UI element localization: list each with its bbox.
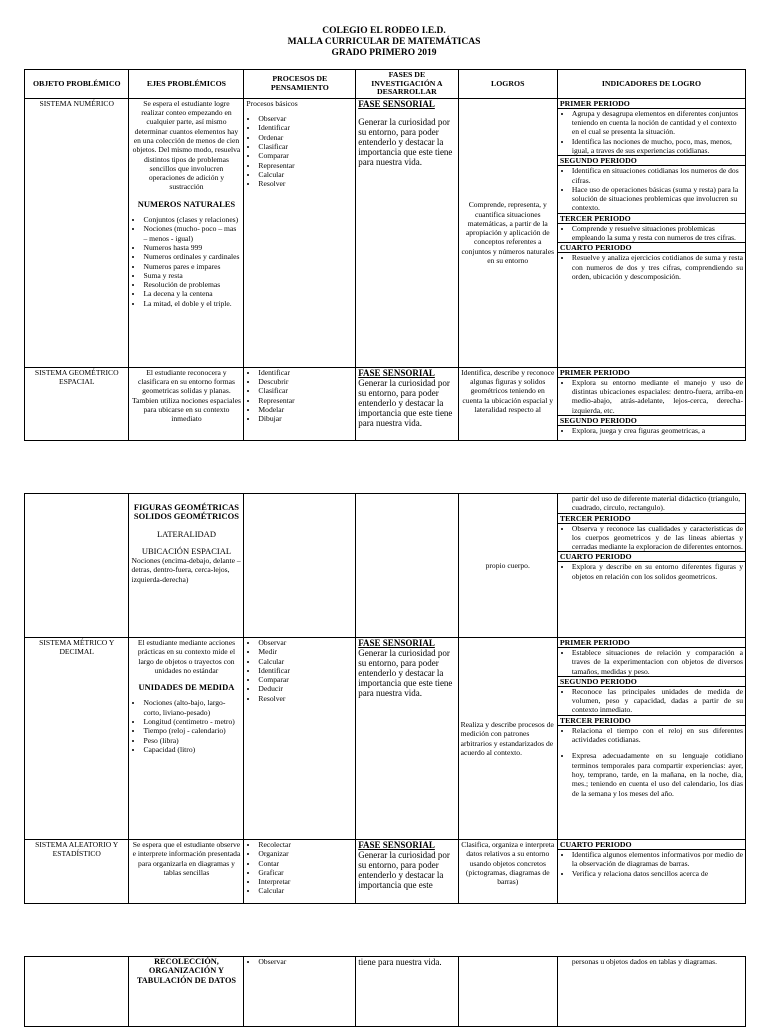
procesos-cell <box>244 98 356 367</box>
list-item: • Observar <box>258 957 353 966</box>
list-item: • Conjuntos (clases y relaciones) <box>143 215 241 224</box>
list-item: • Expresa adecuadamente en su lenguaje cotidiano terminos temporales para compartir experiencias: ayer, hoy, temprano, tarde, en la mañana, en la noche, dia, mes.; teniendo en cuenta el uso del calendario, los dias de la semana y los meses del año. <box>572 751 743 797</box>
list-item: • Identificar <box>258 123 353 132</box>
curriculum-table-part-3 <box>24 956 746 1027</box>
ubicacion-title: UBICACIÓN ESPACIAL <box>141 545 232 556</box>
table-row-geometrico <box>25 367 746 440</box>
list-item: • Longitud (centimetro - metro) <box>143 717 241 726</box>
procesos-cell <box>244 494 356 638</box>
period-title: PRIMER PERIODO <box>558 638 745 648</box>
indicadores-cell <box>557 494 745 638</box>
ejes-cell <box>129 638 244 840</box>
period-title: PRIMER PERIODO <box>558 368 745 378</box>
period-list <box>560 524 743 552</box>
objeto-cell <box>25 494 129 638</box>
list-item: • Numeros hasta 999 <box>143 243 241 252</box>
list-item: • Explora su entorno mediante el manejo y uso de distintas ubicaciones espaciales: dentro-fuera, arriba-en medio-abajo, atrás-adelante, lejos-cerca, derecha- izquierda, etc. <box>572 378 743 415</box>
fase-cell <box>356 494 458 638</box>
logro-cell: Comprende, representa, y cuantifica situaciones matemáticas, a partir de la apropiación y aplicación de conceptos referentes a conjuntos y números naturales en su entorno <box>458 98 557 367</box>
list-item: • Nociones (alto-bajo, largo-corto, liviano-pesado) <box>143 698 241 717</box>
eje-description: Se espera el estudiante logre realizar conteo empezando en cualquier parte, así mismo determinar cuantos elementos hay en una colección de menos de cien objetos. Del mismo modo, resuelva distintos tipos de problemas sencillos que involucren operaciones de adición y sustracción <box>132 98 241 192</box>
list-item: • Descubrir <box>258 377 353 386</box>
lateralidad-label: LATERALIDAD <box>156 528 216 539</box>
indicadores-cell <box>557 638 745 840</box>
list-item: • Interpretar <box>258 877 353 886</box>
list-item: • Calcular <box>258 886 353 895</box>
list-item: • Agrupa y desagrupa elementos en diferentes conjuntos teniendo en cuenta la noción de cantidad y el contexto en el cual se presenta la situación. <box>572 109 743 137</box>
fase-title: FASE SENSORIAL <box>358 638 435 648</box>
list-item: • Graficar <box>258 868 353 877</box>
list-item: • Clasificar <box>258 142 353 151</box>
list-item: • Calcular <box>258 170 353 179</box>
column-header: PROCESOS DE PENSAMIENTO <box>244 70 356 99</box>
list-item: • Resolución de problemas <box>143 280 241 289</box>
procesos-cell <box>244 840 356 904</box>
fase-text: Generar la curiosidad por su entorno, para poder entenderlo y destacar la importancia que este tiene para nuestra vida. <box>358 377 453 428</box>
fase-cell <box>356 638 458 840</box>
fase-text: Generar la curiosidad por su entorno, para poder entenderlo y destacar la importancia que este <box>358 850 450 890</box>
fase-text: Generar la curiosidad por su entorno, para poder entenderlo y destacar la importancia que este tiene para nuestra vida. <box>358 648 453 698</box>
list-item: • Numeros ordinales y cardinales <box>143 252 241 261</box>
period-title: SEGUNDO PERIODO <box>558 155 745 166</box>
fase-text: Generar la curiosidad por su entorno, para poder entenderlo y destacar la importancia que este tiene para nuestra vida. <box>358 116 453 167</box>
period-list <box>560 378 743 415</box>
indicadores-cell <box>557 840 745 904</box>
column-header: INDICADORES DE LOGRO <box>557 70 745 99</box>
list-item: • Explora, juega y crea figuras geometricas, a <box>572 426 743 435</box>
period-title: TERCER PERIODO <box>558 715 745 726</box>
period-list <box>560 109 743 155</box>
list-item: • Identificar <box>258 368 353 377</box>
ejes-cell <box>129 98 244 367</box>
procesos-cell <box>244 367 356 440</box>
eje-heading: NUMEROS NATURALES <box>137 198 236 209</box>
eje-list <box>131 698 241 754</box>
fase-title: FASE SENSORIAL <box>358 98 435 109</box>
grade-title: GRADO PRIMERO 2019 <box>331 48 437 58</box>
table-row-geometrico-continued <box>25 494 746 638</box>
column-header: OBJETO PROBLÉMICO <box>25 70 129 99</box>
period-list <box>560 850 743 878</box>
indicadores-cell: personas u objetos dados en tablas y diagramas. <box>557 957 745 1027</box>
fase-title: FASE SENSORIAL <box>358 840 435 850</box>
objeto-cell: SISTEMA MÉTRICO Y DECIMAL <box>25 638 129 840</box>
period-title: SEGUNDO PERIODO <box>558 415 745 426</box>
list-item: • Resolver <box>258 694 353 703</box>
fase-cell <box>356 840 458 904</box>
period-list <box>560 687 743 715</box>
column-header: EJES PROBLÉMICOS <box>129 70 244 99</box>
list-item: • Resuelve y analiza ejercicios cotidianos de suma y resta con numeros de dos y tres cifras, comprendiendo su orden, ubicación y descomposición. <box>572 253 743 281</box>
list-item: • Resolver <box>258 179 353 188</box>
curriculum-table-part-2 <box>24 493 746 904</box>
curriculum-title: MALLA CURRICULAR DE MATEMÁTICAS <box>287 37 481 47</box>
list-item: • Observa y reconoce las cualidades y caracteristicas de los cuerpos geometricos y de las lineas abiertas y cerradas mediante la exploracion de diferentes entornos. <box>572 524 743 552</box>
ejes-cell <box>129 494 244 638</box>
fase-cell <box>356 367 458 440</box>
list-item: • La mitad, el doble y el triple. <box>143 299 241 308</box>
list-item: • Capacidad (litro) <box>143 745 241 754</box>
list-item: • Dibujar <box>258 414 353 423</box>
logro-cell: propio cuerpo. <box>458 494 557 638</box>
period-title: SEGUNDO PERIODO <box>558 676 745 687</box>
list-item: • Comparar <box>258 151 353 160</box>
ubicacion-text: Nociones (encima-debajo, delante –detras, dentro-fuera, cerca-lejos, izquierda-derecha) <box>131 556 241 584</box>
procesos-list <box>246 957 353 966</box>
objeto-cell: SISTEMA GEOMÉTRICO ESPACIAL <box>25 367 129 440</box>
period-list <box>560 426 743 435</box>
objeto-cell <box>25 957 129 1027</box>
table-row-metrico <box>25 638 746 840</box>
period-title: TERCER PERIODO <box>558 513 745 524</box>
list-item: • Identifica las nociones de mucho, poco, mas, menos, igual, a traves de sus experiencias cotidianas. <box>572 137 743 156</box>
period-list <box>560 253 743 281</box>
ejes-cell: Se espera que el estudiante observe e interprete información presentada para organizarla en diagramas y tablas sencillas <box>129 840 244 904</box>
period-title: CUARTO PERIODO <box>558 551 745 562</box>
table-row-aleatorio <box>25 840 746 904</box>
period-title: CUARTO PERIODO <box>558 840 745 850</box>
objeto-cell: SISTEMA ALEATORIO Y ESTADÍSTICO <box>25 840 129 904</box>
eje-heading: FIGURAS GEOMÉTRICAS <box>133 502 239 512</box>
procesos-title: Procesos básicos <box>246 98 298 108</box>
period-title: CUARTO PERIODO <box>558 242 745 253</box>
list-item: • Reconoce las principales unidades de medida de volumen, peso y capacidad, dadas a partir de su contexto inmediato. <box>572 687 743 715</box>
list-item: • Representar <box>258 161 353 170</box>
period-title: TERCER PERIODO <box>558 213 745 224</box>
table-row-numerico <box>25 98 746 367</box>
list-item: • Calcular <box>258 657 353 666</box>
procesos-list <box>246 840 353 896</box>
list-item: • Numeros pares e impares <box>143 262 241 271</box>
logro-cell: Realiza y describe procesos de medición con patrones arbitrarios y estandarizados de acuerdo al contexto. <box>458 638 557 840</box>
list-item: • Nociones (mucho- poco – mas – menos - igual) <box>143 224 241 243</box>
list-item: • Explora y describe en su entorno diferentes figuras y objetos en relación con los solidos geometricos. <box>572 562 743 581</box>
list-item: • Modelar <box>258 405 353 414</box>
procesos-cell <box>244 957 356 1027</box>
procesos-list <box>246 114 353 188</box>
eje-list <box>131 215 241 308</box>
fase-cell <box>356 98 458 367</box>
column-header: LOGROS <box>458 70 557 99</box>
logro-cell: Clasifica, organiza e interpreta datos relativos a su entorno usando objetos concretos (pictogramas, diagramas de barras) <box>458 840 557 904</box>
school-name: COLEGIO EL RODEO I.E.D. <box>322 26 446 36</box>
list-item: • Observar <box>258 114 353 123</box>
list-item: • Identifica algunos elementos informativos por medio de la observación de diagramas de barras. <box>572 850 743 869</box>
list-item: • Hace uso de operaciones básicas (suma y resta) para la solución de situaciones problemicas que involucren su contexto. <box>572 185 743 213</box>
list-item: • Recolectar <box>258 840 353 849</box>
table-row-aleatorio-continued <box>25 957 746 1027</box>
ejes-cell: RECOLECCIÓN, ORGANIZACIÓN Y TABULACIÓN DE DATOS <box>129 957 244 1027</box>
list-item: • La decena y la centena <box>143 289 241 298</box>
list-item: • Deducir <box>258 684 353 693</box>
list-item: • Observar <box>258 638 353 647</box>
fase-cell: tiene para nuestra vida. <box>356 957 458 1027</box>
list-item: • Suma y resta <box>143 271 241 280</box>
list-item: • Relaciona el tiempo con el reloj en sus diferentes actividades cotidianas. <box>572 726 743 745</box>
period-title: PRIMER PERIODO <box>558 99 745 109</box>
list-item: • Ordenar <box>258 133 353 142</box>
period-list <box>560 224 743 243</box>
period-list <box>560 648 743 676</box>
fase-title: FASE SENSORIAL <box>358 367 435 378</box>
logro-cell <box>458 957 557 1027</box>
indicadores-cell <box>557 98 745 367</box>
eje-description: El estudiante mediante acciones prácticas en su contexto mide el largo de objetos o trayectos con unidades no estándar <box>137 638 236 675</box>
period-list <box>560 166 743 212</box>
objeto-cell: SISTEMA NUMÉRICO <box>25 98 129 367</box>
list-item: • Establece situaciones de relación y comparación a traves de la experimentacion con objetos de diversos tamaños, medidas y peso. <box>572 648 743 676</box>
list-item: • Tiempo (reloj - calendario) <box>143 726 241 735</box>
list-item: • Comprende y resuelve situaciones problemicas empleando la suma y resta con numeros de tres cifras. <box>572 224 743 243</box>
eje-heading: UNIDADES DE MEDIDA <box>138 682 235 693</box>
indicadores-cell <box>557 367 745 440</box>
period-list <box>560 726 743 798</box>
curriculum-table-part-1 <box>24 69 746 441</box>
column-header: FASES DE INVESTIGACIÓN A DESARROLLAR <box>356 70 458 99</box>
list-item: • Organizar <box>258 849 353 858</box>
list-item: • Contar <box>258 859 353 868</box>
eje-heading: SOLIDOS GEOMÉTRICOS <box>133 511 239 522</box>
document-header <box>0 26 768 59</box>
list-item: • Medir <box>258 647 353 656</box>
list-item: • Verifica y relaciona datos sencillos acerca de <box>572 869 743 878</box>
table-header-row <box>25 70 746 99</box>
continuation-text: partir del uso de diferente material didactico (triangulo, cuadrado, circulo, rectangulo). <box>571 494 741 513</box>
procesos-list <box>246 368 353 424</box>
list-item: • Peso (libra) <box>143 736 241 745</box>
list-item: • Identifica en situaciones cotidianas los numeros de dos cifras. <box>572 166 743 185</box>
list-item: • Clasificar <box>258 386 353 395</box>
procesos-list <box>246 638 353 703</box>
list-item: • Representar <box>258 396 353 405</box>
period-list <box>560 562 743 581</box>
ejes-cell: El estudiante reconocera y clasificara en su entorno formas geometricas solidas y planas. Tambien utiliza nociones espaciales para ubicarse en su contexto inmediato <box>129 367 244 440</box>
logro-cell: Identifica, describe y reconoce algunas figuras y solidos geométricos teniendo en cuenta la ubicación espacial y lateralidad respecto al <box>458 367 557 440</box>
procesos-cell <box>244 638 356 840</box>
list-item: • Comparar <box>258 675 353 684</box>
list-item: • Identificar <box>258 666 353 675</box>
